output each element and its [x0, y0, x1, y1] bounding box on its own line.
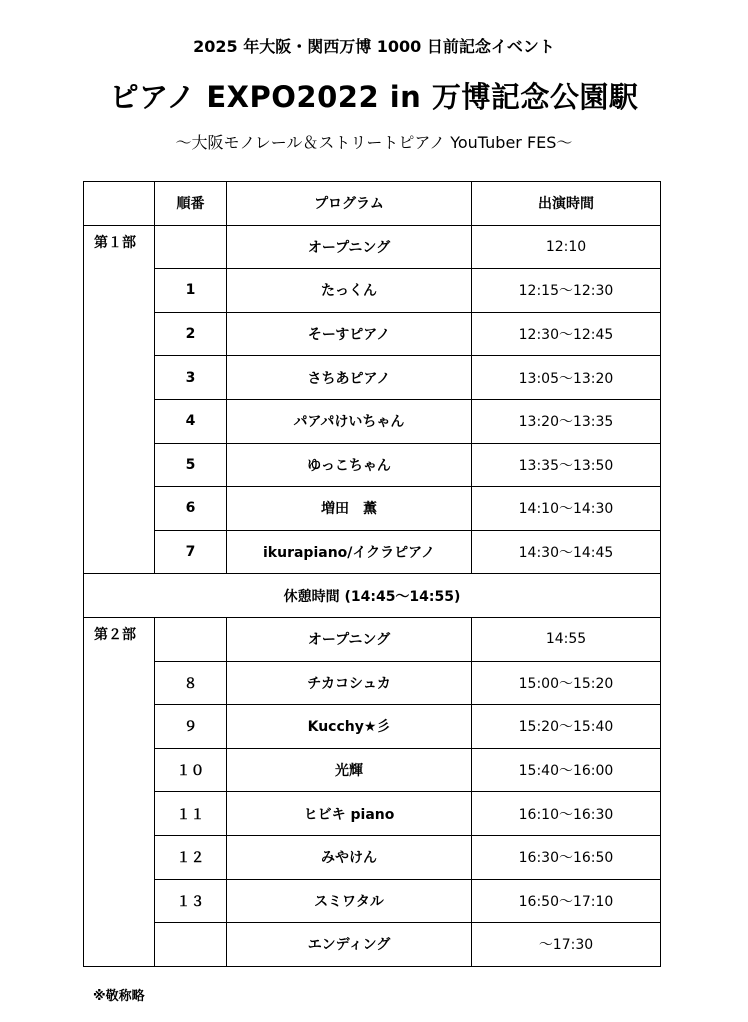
table-row: [84, 923, 661, 967]
table-row: [84, 835, 661, 879]
row-program: さちあピアノ: [227, 356, 472, 400]
row-number: 3: [155, 356, 227, 400]
table-row: [84, 705, 661, 749]
row-program: たっくん: [227, 269, 472, 313]
header-row: [84, 182, 661, 226]
row-program: チカコシュカ: [227, 661, 472, 705]
row-program: 増田 薫: [227, 487, 472, 531]
row-time: 12:15〜12:30: [472, 269, 661, 313]
event-tagline: 〜大阪モノレール＆ストリートピアノ YouTuber FES〜: [175, 133, 573, 152]
row-time: 12:10: [472, 225, 661, 269]
table-row: [84, 879, 661, 923]
row-time: 15:00〜15:20: [472, 661, 661, 705]
row-time: 14:30〜14:45: [472, 530, 661, 574]
break-row: [84, 574, 661, 618]
table-row: [84, 225, 661, 269]
row-time: 16:50〜17:10: [472, 879, 661, 923]
row-program: ヒビキ piano: [227, 792, 472, 836]
table-row: [84, 748, 661, 792]
header-blank-cell: [84, 182, 155, 226]
part2-label: 第２部: [84, 617, 155, 966]
row-time: 15:40〜16:00: [472, 748, 661, 792]
header-program: プログラム: [227, 182, 472, 226]
honorifics-note: ※敬称略: [93, 989, 145, 1004]
row-program: オープニング: [227, 617, 472, 661]
row-number: 5: [155, 443, 227, 487]
part1-label: 第１部: [84, 225, 155, 574]
row-time: 13:05〜13:20: [472, 356, 661, 400]
row-program: スミワタル: [227, 879, 472, 923]
row-number: 7: [155, 530, 227, 574]
row-time: 13:35〜13:50: [472, 443, 661, 487]
event-subheading: 2025 年大阪・関西万博 1000 日前記念イベント: [193, 37, 555, 56]
row-number: １０: [155, 748, 227, 792]
table-row: [84, 399, 661, 443]
table-row: [84, 617, 661, 661]
row-number: １２: [155, 835, 227, 879]
row-program: エンディング: [227, 923, 472, 967]
table-row: [84, 792, 661, 836]
table-row: [84, 530, 661, 574]
row-time: 12:30〜12:45: [472, 312, 661, 356]
row-program: ゆっこちゃん: [227, 443, 472, 487]
row-program: 光輝: [227, 748, 472, 792]
row-program: そーすピアノ: [227, 312, 472, 356]
row-number: 2: [155, 312, 227, 356]
row-time: 16:30〜16:50: [472, 835, 661, 879]
row-number: ９: [155, 705, 227, 749]
row-number: [155, 923, 227, 967]
row-number: [155, 225, 227, 269]
schedule-table: [83, 181, 661, 967]
table-row: [84, 356, 661, 400]
break-time: 休憩時間 (14:45〜14:55): [84, 574, 661, 618]
row-program: ikurapiano/イクラピアノ: [227, 530, 472, 574]
row-number: １１: [155, 792, 227, 836]
row-time: 13:20〜13:35: [472, 399, 661, 443]
header-order: 順番: [155, 182, 227, 226]
header-time: 出演時間: [472, 182, 661, 226]
row-number: [155, 617, 227, 661]
row-program: Kucchy★彡: [227, 705, 472, 749]
row-time: 14:55: [472, 617, 661, 661]
table-row: [84, 312, 661, 356]
table-row: [84, 487, 661, 531]
row-number: 1: [155, 269, 227, 313]
row-time: 〜17:30: [472, 923, 661, 967]
table-row: [84, 661, 661, 705]
row-program: オープニング: [227, 225, 472, 269]
row-number: 6: [155, 487, 227, 531]
table-row: [84, 443, 661, 487]
row-program: みやけん: [227, 835, 472, 879]
row-time: 14:10〜14:30: [472, 487, 661, 531]
row-number: ８: [155, 661, 227, 705]
row-time: 16:10〜16:30: [472, 792, 661, 836]
row-time: 15:20〜15:40: [472, 705, 661, 749]
page-title: ピアノ EXPO2022 in 万博記念公園駅: [109, 80, 639, 114]
row-program: パアパけいちゃん: [227, 399, 472, 443]
row-number: 4: [155, 399, 227, 443]
row-number: １３: [155, 879, 227, 923]
table-row: [84, 269, 661, 313]
